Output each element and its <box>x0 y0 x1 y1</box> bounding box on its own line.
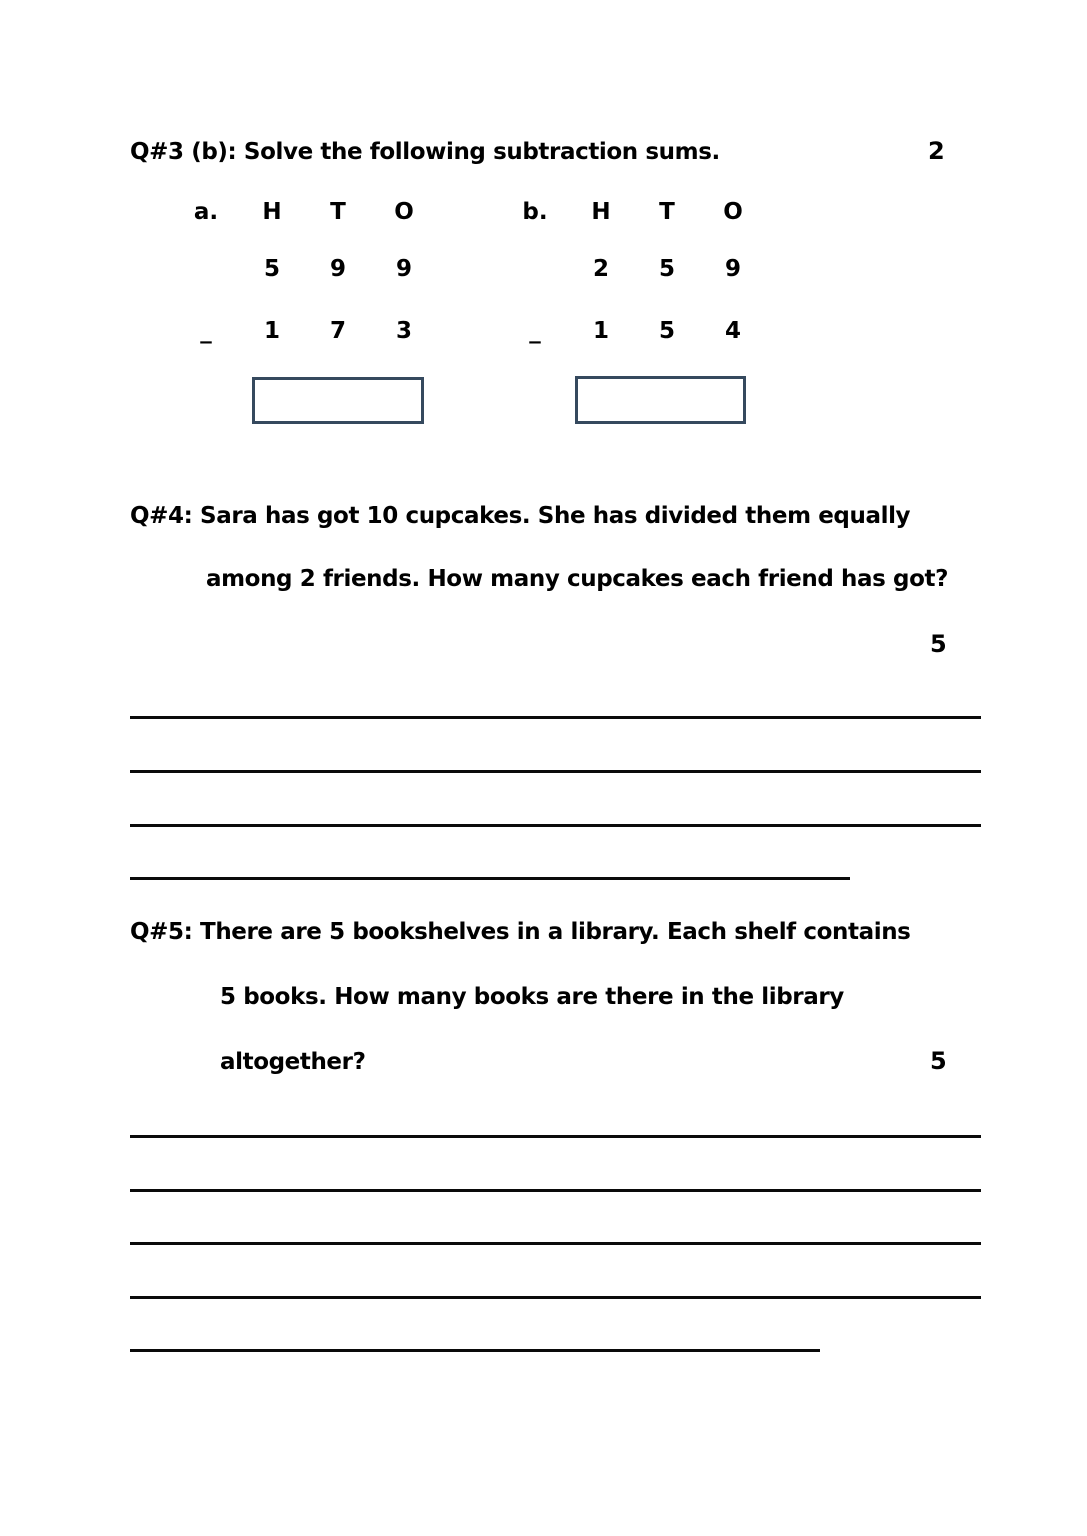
problem-a-answer-box <box>252 377 424 424</box>
column-header-ones: O <box>394 199 414 225</box>
digit-cell: 5 <box>658 318 675 344</box>
subtraction-problem-a <box>173 197 441 357</box>
q4-answer-line-3 <box>130 824 981 827</box>
column-header-tens: T <box>330 199 346 225</box>
problem-a-label: a. <box>193 199 219 225</box>
q5-answer-line-3 <box>130 1242 981 1245</box>
digit-cell: 2 <box>592 256 609 282</box>
digit-cell: 9 <box>395 256 412 282</box>
column-header-tens: T <box>659 199 675 225</box>
q3b-heading: Q#3 (b): Solve the following subtraction sums. <box>130 139 720 165</box>
digit-cell: 9 <box>329 256 346 282</box>
column-header-ones: O <box>723 199 743 225</box>
q4-answer-line-4 <box>130 877 850 880</box>
q4-answer-line-2 <box>130 770 981 773</box>
q3b-marks: 2 <box>928 137 945 165</box>
q5-text-line-2: 5 books. How many books are there in the library <box>220 984 844 1010</box>
problem-b-answer-box <box>575 376 746 424</box>
problem-b-label: b. <box>522 199 548 225</box>
digit-cell: 1 <box>592 318 609 344</box>
problem-a-subtrahend-row <box>173 316 437 346</box>
digit-cell: 7 <box>329 318 346 344</box>
q5-answer-line-1 <box>130 1135 981 1138</box>
q5-marks: 5 <box>930 1047 947 1075</box>
digit-cell: 1 <box>263 318 280 344</box>
q4-answer-line-1 <box>130 716 981 719</box>
q4-text-line-1: Q#4: Sara has got 10 cupcakes. She has divided them equally <box>130 503 911 529</box>
minus-operator: _ <box>200 318 212 344</box>
digit-cell: 5 <box>263 256 280 282</box>
problem-b-header-row <box>502 197 766 227</box>
problem-b-minuend-row <box>502 254 766 284</box>
digit-cell: 3 <box>395 318 412 344</box>
q4-marks: 5 <box>930 630 947 658</box>
minus-operator: _ <box>529 318 541 344</box>
subtraction-problem-b <box>502 197 770 357</box>
problem-a-header-row <box>173 197 437 227</box>
q4-text-line-2: among 2 friends. How many cupcakes each friend has got? <box>206 566 949 592</box>
problem-b-subtrahend-row <box>502 316 766 346</box>
digit-cell: 4 <box>724 318 741 344</box>
q5-text-line-1: Q#5: There are 5 bookshelves in a library. Each shelf contains <box>130 919 911 945</box>
q5-answer-line-2 <box>130 1189 981 1192</box>
q5-text-line-3: altogether? <box>220 1049 366 1075</box>
column-header-hundreds: H <box>262 199 282 225</box>
column-header-hundreds: H <box>591 199 611 225</box>
digit-cell: 9 <box>724 256 741 282</box>
q5-answer-line-4 <box>130 1296 981 1299</box>
q5-answer-line-5 <box>130 1349 820 1352</box>
problem-a-minuend-row <box>173 254 437 284</box>
digit-cell: 5 <box>658 256 675 282</box>
